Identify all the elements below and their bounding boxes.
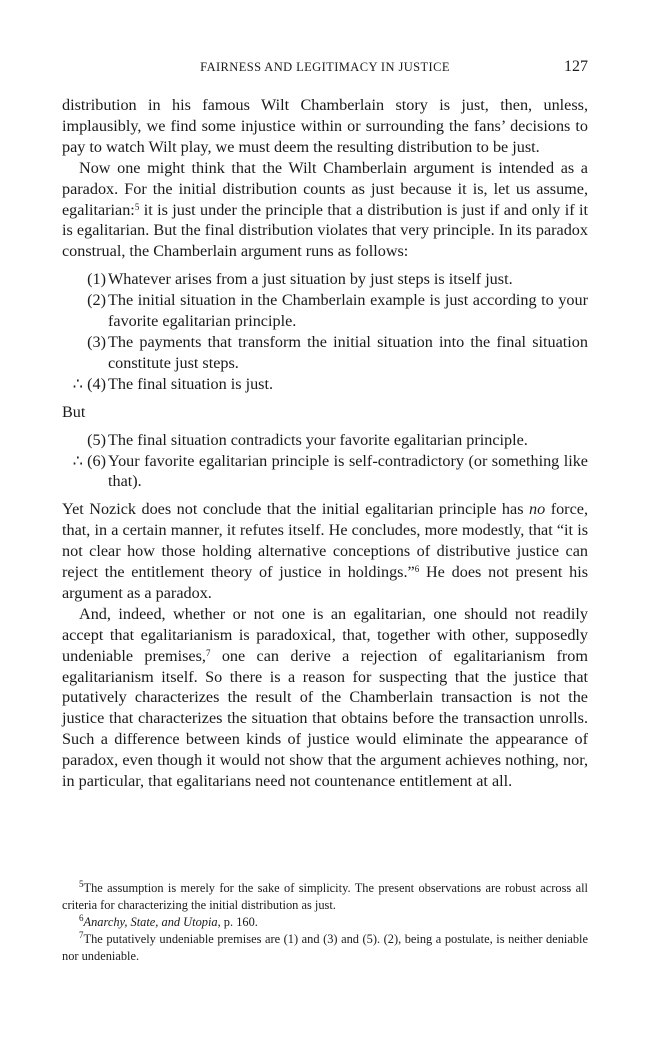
argument-text: The final situation is just. xyxy=(108,374,274,393)
but-line: But xyxy=(62,402,86,421)
argument-number: (3) xyxy=(87,332,106,351)
page-number: 127 xyxy=(564,58,588,75)
paragraph-1: distribution in his famous Wilt Chamberlain story is just, then, unless, implausibly, we find some injustice within or surrounding the fans’ decisions to pay to watch Wilt play, we must deem the resulting distribution to be just. xyxy=(62,96,588,156)
paragraph-4 xyxy=(62,604,588,792)
footnote-5 xyxy=(62,880,588,914)
argument-item xyxy=(62,374,588,395)
argument-text: The final situation contradicts your favorite egalitarian principle. xyxy=(108,430,528,449)
argument-number: ∴ (6) xyxy=(72,451,106,470)
argument-number: (2) xyxy=(87,291,106,310)
footnote-7-number: 7 xyxy=(79,930,84,940)
footnote-5-text: The assumption is merely for the sake of simplicity. The present observations are robust across all criteria for characterizing the initial distribution as just. xyxy=(62,881,588,912)
page-header xyxy=(62,58,588,80)
footnotes xyxy=(62,880,588,965)
paragraph-4-text-b: one can derive a rejection of egalitarianism from egalitarianism itself. So there is a reason for suspecting that the justice that putatively characterizes the result of the Chamberlain transaction is not the justice that characterizes the situation that obtains before the transaction unrolls. Such a difference between kinds of justice would eliminate the appearance of paradox, even though it would not show that the argument achieves nothing, nor, in particular, that egalitarians need not countenance entitlement at all. xyxy=(62,646,588,791)
argument-list-2 xyxy=(62,430,588,493)
argument-text: Whatever arises from a just situation by just steps is itself just. xyxy=(108,270,513,289)
argument-text: Your favorite egalitarian principle is self-contradictory (or something like that). xyxy=(108,451,588,491)
paragraph-2-text-b: it is just under the principle that a distribution is just if and only if it is egalitarian. But the final distribution violates that very principle. In its paradox construal, the Chamberlain argument runs as follows: xyxy=(62,200,588,261)
paragraph-4-text-a: And, indeed, whether or not one is an egalitarian, one should not readily accept that egalitarianism is paradoxical, that, together with other, supposedly undeniable premises, xyxy=(62,604,588,665)
argument-number: (1) xyxy=(87,270,106,289)
paragraph-3 xyxy=(62,499,588,604)
paragraph-2 xyxy=(62,158,588,263)
argument-number: (5) xyxy=(87,430,106,449)
footnote-7 xyxy=(62,931,588,965)
footnote-7-text: The putatively undeniable premises are (1) and (3) and (5). (2), being a postulate, is neither deniable nor undeniable. xyxy=(62,932,588,963)
argument-item xyxy=(62,269,588,290)
paragraph-3-text-b: force, that, in a certain manner, it refutes itself. He concludes, more modestly, that “it is not clear how those holding alternative conceptions of distributive justice can reject the entitlement theory of justice in holdings.” xyxy=(62,500,588,582)
footnote-6-title: Anarchy, State, and Utopia xyxy=(83,915,218,929)
footnote-ref-5: 5 xyxy=(134,201,140,212)
argument-item xyxy=(62,430,588,451)
footnote-6-text: , p. 160. xyxy=(217,915,258,929)
paragraph-3-emphasis: no xyxy=(529,500,546,519)
argument-item xyxy=(62,451,588,493)
paragraph-3-text-c: He does not present his argument as a paradox. xyxy=(62,563,588,602)
footnote-6-number: 6 xyxy=(79,913,84,923)
argument-text: The initial situation in the Chamberlain example is just according to your favorite egalitarian principle. xyxy=(108,291,588,331)
argument-item xyxy=(62,290,588,332)
footnote-ref-7: 7 xyxy=(205,647,211,658)
paragraph-2-text-a: Now one might think that the Wilt Chamberlain argument is intended as a paradox. For the initial distribution counts as just because it is, let us assume, egalitarian: xyxy=(62,158,588,219)
footnote-5-number: 5 xyxy=(79,879,84,889)
main-text xyxy=(62,95,588,792)
argument-text: The payments that transform the initial situation into the final situation constitute just steps. xyxy=(108,332,588,372)
argument-list-1 xyxy=(62,269,588,394)
footnote-6 xyxy=(62,914,588,931)
paragraph-3-text-a: Yet Nozick does not conclude that the initial egalitarian principle has xyxy=(62,500,530,519)
argument-number: ∴ (4) xyxy=(72,374,106,393)
running-head: FAIRNESS AND LEGITIMACY IN JUSTICE xyxy=(200,60,450,74)
footnote-ref-6: 6 xyxy=(414,564,420,575)
argument-item xyxy=(62,332,588,374)
